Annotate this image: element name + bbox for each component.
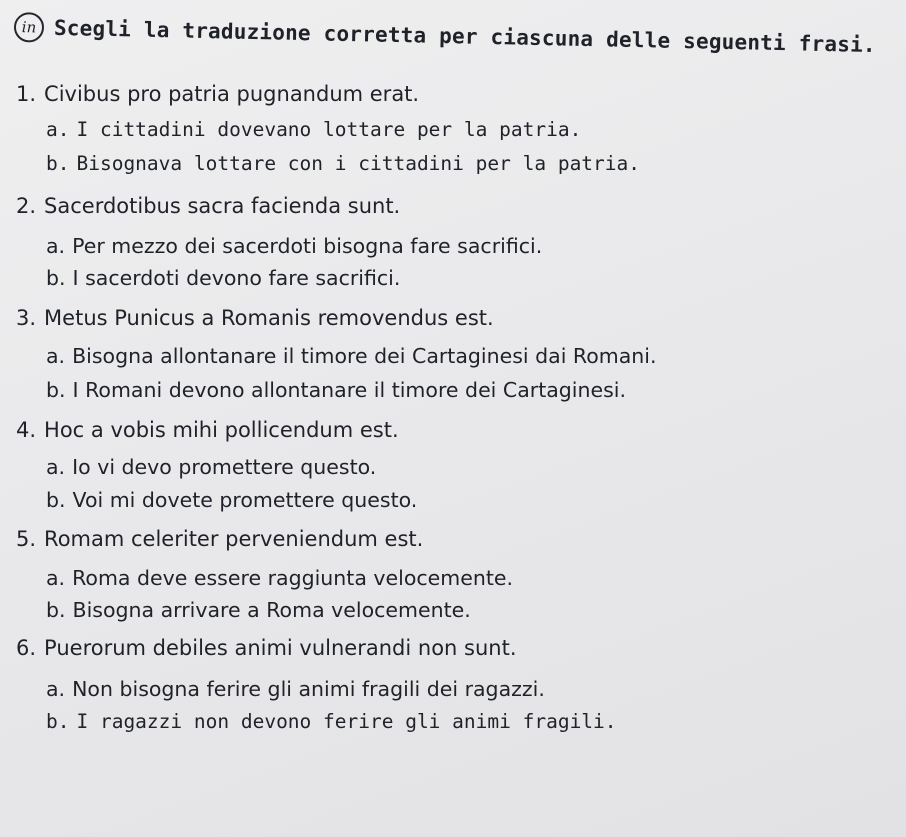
question-number: 6. <box>16 636 37 660</box>
option-text: I cittadini dovevano lottare per la patria. <box>76 118 582 141</box>
option-text: Bisognava lottare con i cittadini per la patria. <box>76 152 641 175</box>
option-2a[interactable] <box>46 234 542 258</box>
option-text: Non bisogna ferire gli animi fragili dei ragazzi. <box>72 677 545 701</box>
option-letter: b. <box>46 378 66 402</box>
exercise-badge: in <box>14 12 45 43</box>
exercise-title: Scegli la traduzione corretta per ciascuna delle seguenti frasi. <box>53 15 877 58</box>
question-4 <box>16 418 399 442</box>
option-1a[interactable] <box>46 118 581 141</box>
option-letter: a. <box>46 118 70 141</box>
question-number: 1. <box>16 82 37 106</box>
option-letter: b. <box>46 266 66 290</box>
option-text: I ragazzi non devono ferire gli animi fragili. <box>76 710 617 733</box>
option-text: Bisogna allontanare il timore dei Cartaginesi dai Romani. <box>72 344 657 368</box>
latin-sentence: Sacerdotibus sacra facienda sunt. <box>44 194 401 218</box>
question-3 <box>16 306 494 330</box>
option-1b[interactable] <box>46 152 640 175</box>
option-text: I sacerdoti devono fare sacrifici. <box>72 266 401 290</box>
option-3a[interactable] <box>46 344 657 368</box>
option-5b[interactable] <box>46 598 471 622</box>
option-text: I Romani devono allontanare il timore dei Cartaginesi. <box>72 378 627 402</box>
question-2 <box>16 194 400 218</box>
option-letter: b. <box>46 152 70 175</box>
latin-sentence: Hoc a vobis mihi pollicendum est. <box>44 418 399 442</box>
option-letter: b. <box>46 488 66 512</box>
option-4a[interactable] <box>46 455 376 479</box>
option-letter: a. <box>46 455 66 479</box>
latin-sentence: Romam celeriter perveniendum est. <box>44 527 424 551</box>
question-6 <box>16 636 517 660</box>
option-letter: a. <box>46 234 66 258</box>
option-6a[interactable] <box>46 677 545 701</box>
option-text: Bisogna arrivare a Roma velocemente. <box>72 598 471 622</box>
question-5 <box>16 527 423 551</box>
option-4b[interactable] <box>46 488 417 512</box>
option-letter: b. <box>46 598 66 622</box>
latin-sentence: Puerorum debiles animi vulnerandi non sunt. <box>44 636 517 660</box>
option-letter: b. <box>46 710 70 733</box>
option-2b[interactable] <box>46 266 400 290</box>
option-5a[interactable] <box>46 566 513 590</box>
option-text: Io vi devo promettere questo. <box>72 455 377 479</box>
question-1 <box>16 82 419 106</box>
question-number: 2. <box>16 194 37 218</box>
exercise-header <box>14 12 876 60</box>
option-text: Voi mi dovete promettere questo. <box>72 488 418 512</box>
option-6b[interactable] <box>46 710 617 733</box>
option-3b[interactable] <box>46 378 626 402</box>
option-text: Per mezzo dei sacerdoti bisogna fare sacrifici. <box>72 234 543 258</box>
question-number: 3. <box>16 306 37 330</box>
option-letter: a. <box>46 566 66 590</box>
latin-sentence: Metus Punicus a Romanis removendus est. <box>44 306 494 330</box>
question-number: 5. <box>16 527 37 551</box>
option-letter: a. <box>46 344 66 368</box>
latin-sentence: Civibus pro patria pugnandum erat. <box>44 82 420 106</box>
question-number: 4. <box>16 418 37 442</box>
option-text: Roma deve essere raggiunta velocemente. <box>72 566 514 590</box>
option-letter: a. <box>46 677 66 701</box>
